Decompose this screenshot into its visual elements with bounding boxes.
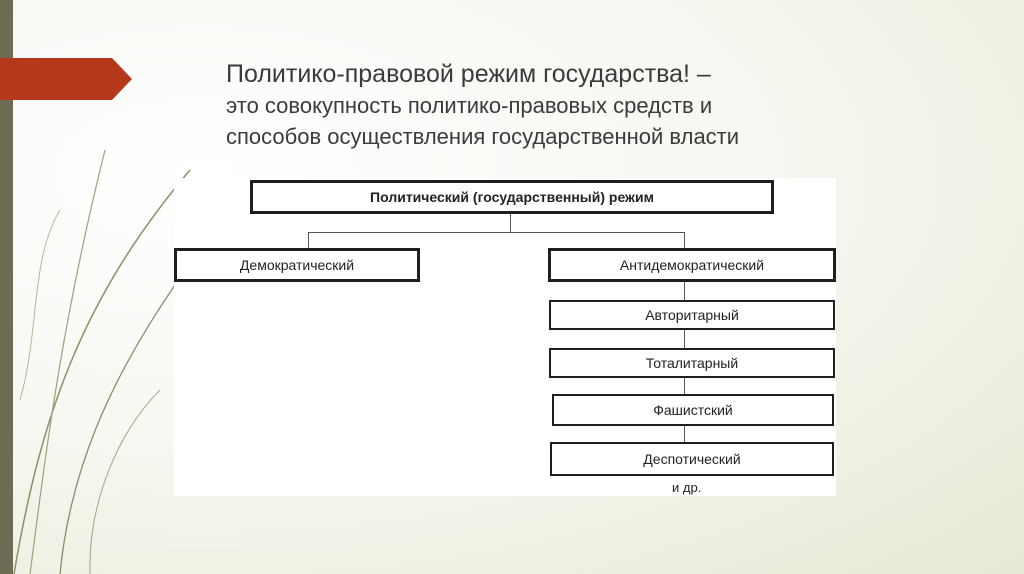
connector-horizontal [308, 232, 684, 233]
connector-root-down [510, 214, 511, 232]
connector-left-down [308, 232, 309, 248]
node-fascist: Фашистский [552, 394, 834, 426]
node-democratic: Демократический [174, 248, 420, 282]
node-despotic: Деспотический [550, 442, 834, 476]
diagram-panel [174, 178, 836, 496]
connector-right-down [684, 232, 685, 248]
node-antidemocratic: Антидемократический [548, 248, 836, 282]
node-authoritarian: Авторитарный [549, 300, 835, 330]
title-line-3: способов осуществления государственной власти [226, 124, 740, 149]
slide-title [226, 58, 986, 152]
connector-1 [684, 282, 685, 300]
root-node: Политический (государственный) режим [250, 180, 774, 214]
connector-3 [684, 378, 685, 394]
node-totalitarian: Тоталитарный [549, 348, 835, 378]
title-line-2: это совокупность политико-правовых средств и [226, 93, 713, 118]
title-line-1: Политико-правовой режим государства! – [226, 60, 711, 88]
etc-note: и др. [672, 480, 702, 495]
connector-4 [684, 426, 685, 442]
title-accent-arrow [0, 58, 132, 100]
connector-2 [684, 330, 685, 348]
